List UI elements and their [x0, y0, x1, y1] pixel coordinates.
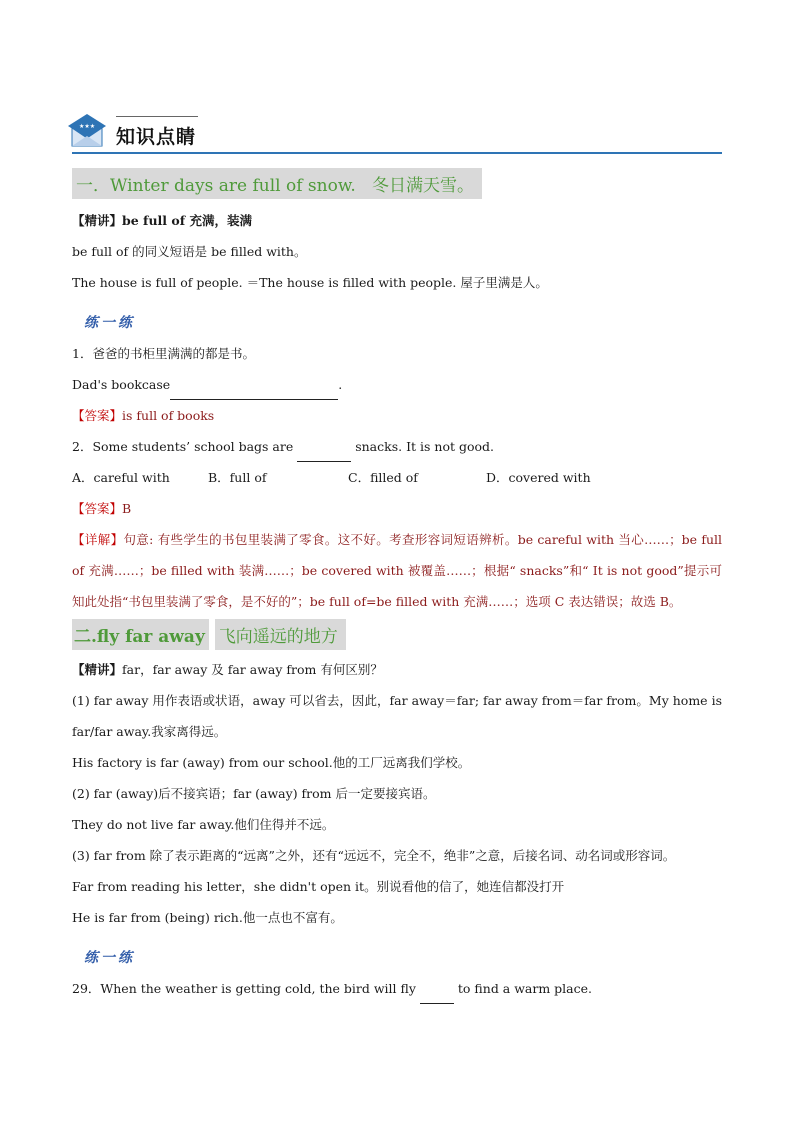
answer-2: [72, 493, 722, 524]
page-title: 知识点睛: [116, 126, 197, 148]
answer-2-value: B: [122, 501, 132, 516]
detail-tag: 【详解】: [72, 532, 124, 547]
point-3: (3) far from 除了表示距离的“远离”之外，还有“远远不，完全不，绝非”之意，后接名词、动名词或形容词。: [72, 848, 676, 863]
point-1-example: His factory is far (away) from our school.他的工厂远离我们学校。: [72, 755, 471, 770]
point-2-example: They do not live far away.他们住得并不远。: [72, 817, 335, 832]
point-1: (1) far away 用作表语或状语，away 可以省去，因此，far away＝far; far away from＝far from。My home is far/far away.我家离得远。: [72, 693, 722, 739]
q29-blank[interactable]: [420, 987, 454, 1004]
q2-prefix: 2．Some students’ school bags are: [72, 439, 294, 454]
jingjiang-1: [72, 205, 722, 236]
section-2-heading-en: 二.fly far away: [72, 619, 209, 650]
section-2-heading: [72, 619, 722, 650]
q1-suffix: .: [338, 377, 343, 392]
practice-label-1: 练一练: [84, 315, 135, 331]
option-c[interactable]: C．filled of: [348, 470, 418, 485]
option-b[interactable]: B．full of: [208, 470, 267, 485]
q29-prefix: 29．When the weather is getting cold, the bird will fly: [72, 981, 416, 996]
example-line: The house is full of people. ＝The house is filled with people. 屋子里满是人。: [72, 275, 548, 290]
q29-suffix: to find a warm place.: [457, 981, 592, 996]
q1-prefix: Dad's bookcase: [72, 377, 171, 392]
answer-tag: 【答案】: [72, 501, 123, 516]
q1-blank[interactable]: [170, 383, 338, 400]
practice-label-2: 练一练: [84, 950, 135, 966]
option-a[interactable]: A．careful with: [72, 470, 170, 485]
point-2: (2) far (away)后不接宾语；far (away) from 后一定要接宾语。: [72, 786, 436, 801]
header-top-line: [116, 116, 198, 117]
jingjiang-2: [72, 654, 722, 685]
section-header: [72, 108, 722, 156]
svg-text:★★★: ★★★: [79, 123, 96, 130]
question-2: [72, 431, 722, 462]
detail-explanation: [72, 524, 722, 617]
question-1-blank-line: [72, 369, 722, 400]
jingjiang-tag: 【精讲】: [72, 213, 123, 228]
envelope-stars-icon: [66, 112, 108, 150]
options-row: [72, 462, 722, 493]
answer-tag: 【答案】: [72, 408, 123, 423]
jingjiang-tag: 【精讲】: [72, 662, 123, 677]
point-3-example-2: He is far from (being) rich.他一点也不富有。: [72, 910, 343, 925]
point-3-example-1: Far from reading his letter，she didn't open it。别说看他的信了，她连信都没打开: [72, 879, 565, 894]
section-1-heading: 一．Winter days are full of snow. 冬日满天雪。: [72, 168, 482, 199]
synonym-line: be full of 的同义短语是 be filled with。: [72, 244, 307, 259]
answer-1: [72, 400, 722, 431]
section-2-heading-cn: 飞向遥远的地方: [215, 619, 346, 650]
jingjiang-text: be full of 充满，装满: [122, 213, 252, 228]
header-rule: [72, 152, 722, 154]
jingjiang-2-text: far，far away 及 far away from 有何区别？: [122, 662, 383, 677]
question-1: 1．爸爸的书柜里满满的都是书。: [72, 346, 255, 361]
document-page: [72, 108, 722, 1004]
option-d[interactable]: D．covered with: [486, 470, 591, 485]
answer-1-value: is full of books: [122, 408, 215, 423]
detail-text: 句意: 有些学生的书包里装满了零食。这不好。考查形容词短语辨析。be careful with 当心……；be full of 充满……；be filled with 装满……；be covered with 被覆盖……；根据“ snacks”和“ It is not good”提示可知此处指“书包里装满了零食，是不好的”；be full of=be filled with 充满……；选项 C 表达错误；故选 B。: [72, 532, 722, 609]
q2-suffix: snacks. It is not good.: [355, 439, 494, 454]
question-29: [72, 973, 722, 1004]
q2-blank[interactable]: [297, 445, 351, 462]
